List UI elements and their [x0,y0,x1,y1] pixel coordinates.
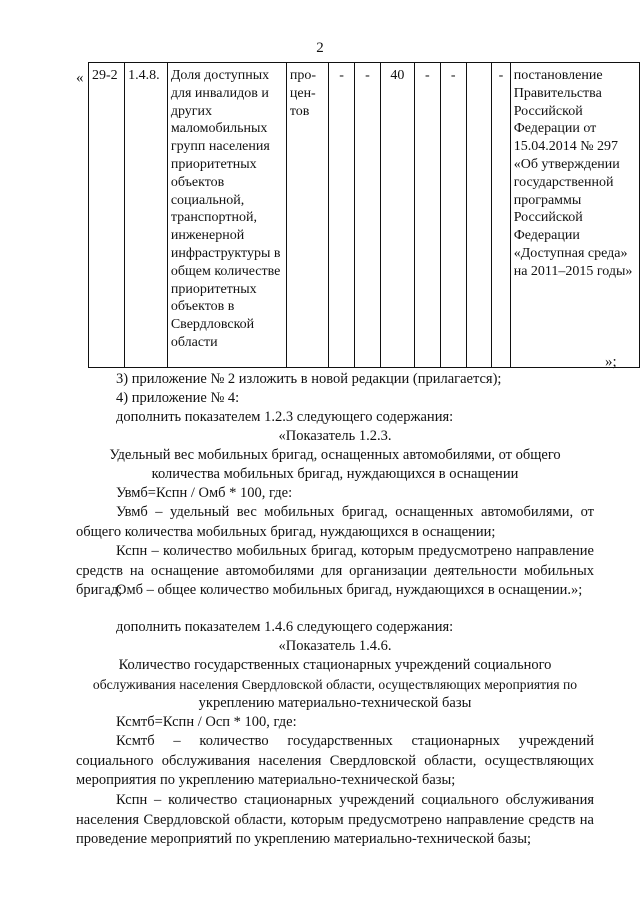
value-cell-1: - [329,63,355,368]
opening-quote: « [76,70,84,86]
value-cell-2: - [355,63,381,368]
source-cell: постановление Правительства Российской Федерации от 15.04.2014 № 297 «Об утверждении государственной программы Российской Федерации «Доступная среда» на 2011–2015 годы» [510,63,639,368]
definition-paragraph: Кспн – количество стационарных учреждений социального обслуживания населения Свердловской области, которым предусмотрено направление средств на проведение мероприятий по укреплению материально-технической базы; [76,792,594,847]
definition-paragraph: Увмб – удельный вес мобильных бригад, оснащенных автомобилями, от общего количества мобильных бригад, нуждающихся в оснащении; [76,504,594,540]
text-line: 4) приложение № 4: [116,390,240,406]
row-number-cell: 29-2 [89,63,125,368]
indicator-title-line: Количество государственных стационарных учреждений социального [118,657,552,673]
definition-paragraph: Ксмтб – количество государственных стационарных учреждений социального обслуживания населения Свердловской области, осуществляющих мероприятия по укреплению материально-технической базы; [76,733,594,788]
indicator-title-line: количества мобильных бригад, нуждающихся в оснащении [151,466,519,482]
value-cell-3: 40 [380,63,414,368]
value-cell-5: - [440,63,466,368]
text-line: дополнить показателем 1.2.3 следующего содержания: [116,409,454,425]
indicator-table [88,62,640,368]
indicator-name-cell: Доля доступных для инвалидов и других маломобильных групп населения приоритетных объектов социальной, транспортной, инженерной инфраструктуры в общем количестве приоритетных объектов в Свердловской области [167,63,286,368]
table-row [89,63,640,368]
indicator-title-line: укреплению материально-технической базы [198,695,472,711]
indicator-title-line: обслуживания населения Свердловской области, осуществляющих мероприятия по [92,677,578,692]
definition-paragraph: Кспн – количество мобильных бригад, которым предусмотрено направление средств на оснащение автомобилями для организации деятельности мобильных бригад; [76,543,594,598]
formula-line: Увмб=Кспн / Омб * 100, где: [116,485,293,501]
text-line: 3) приложение № 2 изложить в новой редакции (прилагается); [116,371,502,387]
indicator-code-cell: 1.4.8. [125,63,168,368]
formula-line: Ксмтб=Кспн / Осп * 100, где: [116,714,297,730]
page-number: 2 [316,40,324,56]
value-cell-4: - [414,63,440,368]
indicator-title-line: Удельный вес мобильных бригад, оснащенных автомобилями, от общего [109,447,561,463]
closing-quote: »; [605,354,617,370]
unit-cell: про-цен-тов [286,63,328,368]
indicator-heading: «Показатель 1.4.6. [278,638,392,654]
value-cell-6 [466,63,492,368]
indicator-heading: «Показатель 1.2.3. [278,428,392,444]
definition-paragraph: Омб – общее количество мобильных бригад, нуждающихся в оснащении.»; [116,582,583,598]
text-line: дополнить показателем 1.4.6 следующего содержания: [116,619,454,635]
value-cell-7: - [492,63,510,368]
